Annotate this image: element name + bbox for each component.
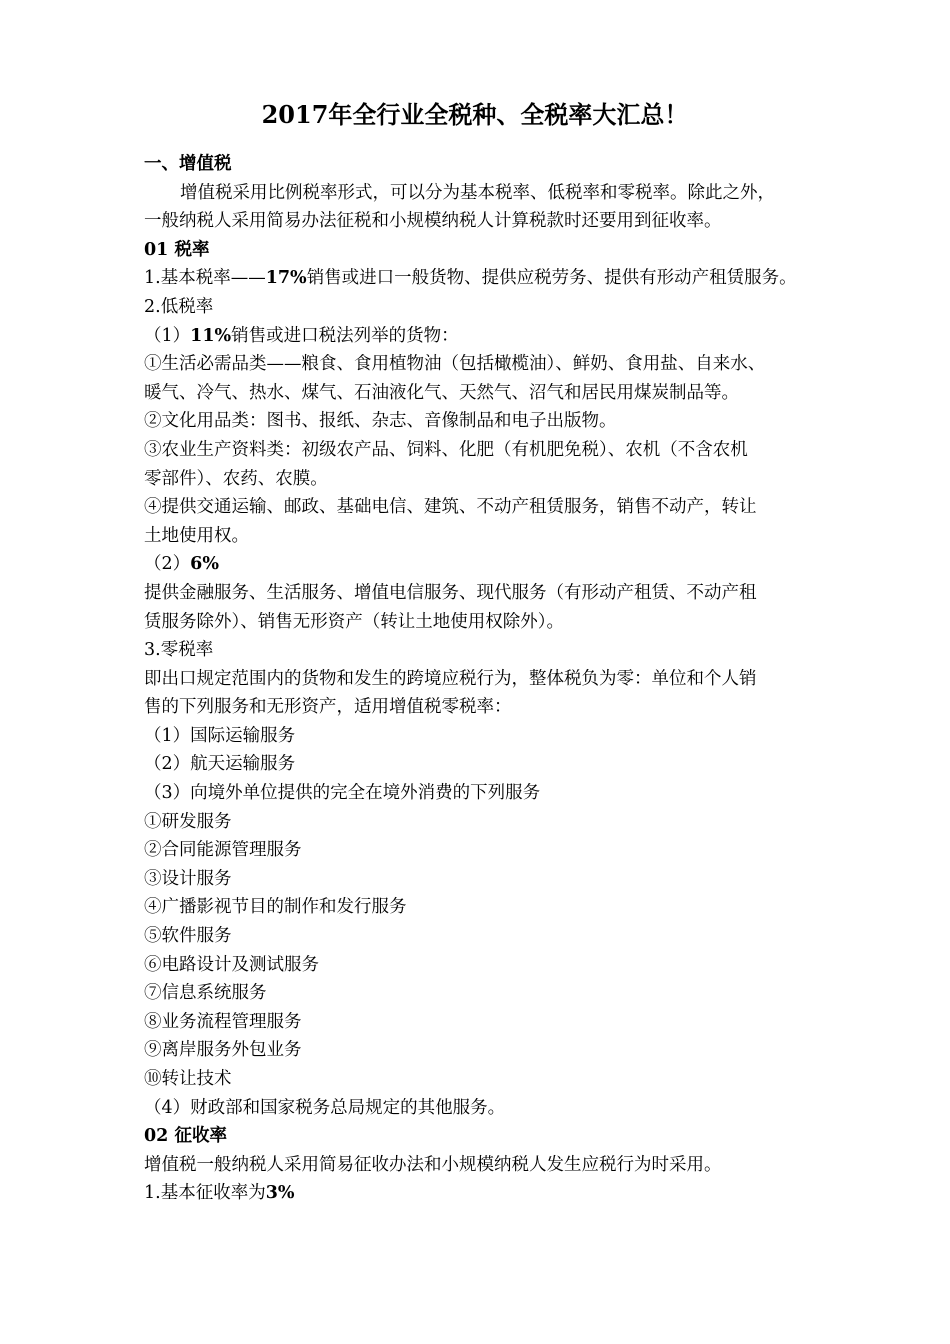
low-rate-heading: 2.低税率	[144, 296, 214, 317]
list-line: ⑨离岸服务外包业务	[144, 1040, 302, 1061]
basic-rate-value: 17%	[265, 268, 307, 289]
list-line: ②文化用品类：图书、报纸、杂志、音像制品和电子出版物。	[144, 411, 617, 432]
list-line: （2）航天运输服务	[144, 754, 296, 775]
low-rate-6-line	[144, 550, 824, 579]
list-line: ⑧业务流程管理服务	[144, 1011, 302, 1032]
basic-rate-prefix: 1.基本税率——	[144, 268, 266, 289]
basic-levy-prefix: 1.基本征收率为	[144, 1183, 266, 1204]
zero-rate-heading: 3.零税率	[144, 640, 214, 661]
list-line: （4）财政部和国家税务总局规定的其他服务。	[144, 1097, 506, 1118]
list-line: ①生活必需品类——粮食、食用植物油（包括橄榄油）、鲜奶、食用盐、自来水、	[144, 354, 766, 375]
basic-levy-line	[144, 1179, 824, 1208]
subheading-tax-rates: 01 税率	[144, 239, 210, 260]
subheading-levy-rate: 02 征收率	[144, 1126, 227, 1147]
document-body	[144, 150, 824, 1208]
list-line: ③农业生产资料类：初级农产品、饲料、化肥（有机肥免税）、农机（不含农机	[144, 439, 748, 460]
section-heading-vat: 一、增值税	[144, 154, 232, 174]
list-line: ⑥电路设计及测试服务	[144, 954, 319, 975]
intro-paragraph-line: 一般纳税人采用简易办法征税和小规模纳税人计算税款时还要用到征收率。	[144, 211, 722, 232]
list-line: ①研发服务	[144, 811, 232, 832]
list-line: 零部件）、农药、农膜。	[144, 468, 328, 489]
levy-intro-line: 增值税一般纳税人采用简易征收办法和小规模纳税人发生应税行为时采用。	[144, 1154, 722, 1175]
list-line: 土地使用权。	[144, 525, 249, 546]
intro-paragraph-line: 增值税采用比例税率形式，可以分为基本税率、低税率和零税率。除此之外，	[180, 182, 775, 203]
list-line: 提供金融服务、生活服务、增值电信服务、现代服务（有形动产租赁、不动产租	[144, 582, 757, 603]
basic-rate-line	[144, 264, 824, 293]
low-rate-6-prefix: （2）	[144, 554, 191, 575]
list-line: ③设计服务	[144, 868, 232, 889]
list-line: 赁服务除外）、销售无形资产（转让土地使用权除外）。	[144, 611, 564, 632]
list-line: 即出口规定范围内的货物和发生的跨境应税行为，整体税负为零：单位和个人销	[144, 668, 757, 689]
page-title: 2017年全行业全税种、全税率大汇总！	[261, 100, 689, 129]
low-rate-6-value: 6%	[190, 554, 219, 575]
basic-levy-value: 3%	[265, 1183, 295, 1204]
list-line: ⑦信息系统服务	[144, 983, 267, 1004]
list-line: 售的下列服务和无形资产，适用增值税零税率：	[144, 697, 512, 718]
low-rate-11-desc: 销售或进口税法列举的货物：	[231, 325, 459, 346]
list-line: （3）向境外单位提供的完全在境外消费的下列服务	[144, 783, 541, 804]
list-line: （1）国际运输服务	[144, 725, 296, 746]
low-rate-11-line	[144, 322, 824, 351]
basic-rate-desc: 销售或进口一般货物、提供应税劳务、提供有形动产租赁服务。	[306, 268, 797, 289]
list-line: ④提供交通运输、邮政、基础电信、建筑、不动产租赁服务，销售不动产，转让	[144, 497, 757, 518]
low-rate-11-prefix: （1）	[144, 325, 191, 346]
list-line: ④广播影视节目的制作和发行服务	[144, 897, 407, 918]
list-line: ②合同能源管理服务	[144, 840, 302, 861]
list-line: ⑤软件服务	[144, 926, 232, 947]
list-line: ⑩转让技术	[144, 1069, 232, 1089]
list-line: 暖气、冷气、热水、煤气、石油液化气、天然气、沼气和居民用煤炭制品等。	[144, 382, 739, 403]
low-rate-11-value: 11%	[190, 325, 232, 346]
